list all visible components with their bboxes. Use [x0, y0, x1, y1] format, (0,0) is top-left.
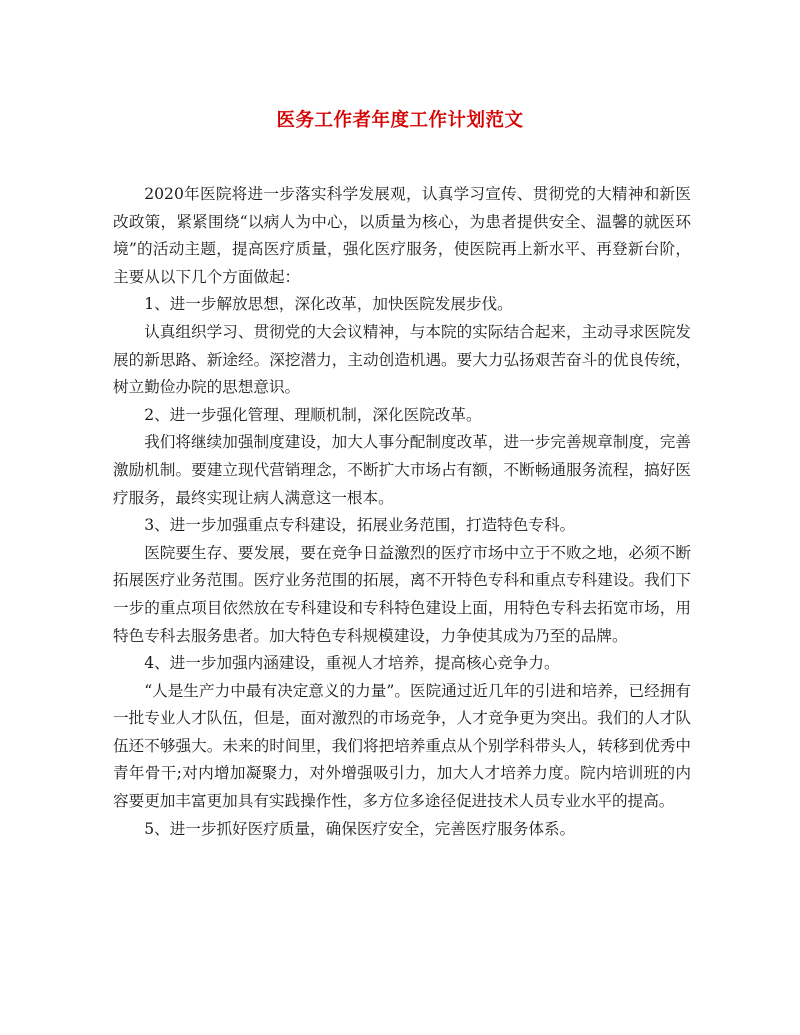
paragraph-section-3: 医院要生存、要发展，要在竞争日益激烈的医疗市场中立于不败之地，必须不断拓展医疗业务范围。医疗业务范围的拓展，离不开特色专科和重点专科建设。我们下一步的重点项目依然放在专科建设和专科特色建设上面，用特色专科去拓宽市场，用特色专科去服务患者。加大特色专科规模建设，力争使其成为乃至的品牌。 — [113, 543, 691, 645]
section-heading-4: 4、进一步加强内涵建设，重视人才培养，提高核心竞争力。 — [144, 654, 560, 673]
section-heading-2: 2、进一步强化管理、理顺机制，深化医院改革。 — [144, 405, 482, 424]
paragraph-section-1: 认真组织学习、贯彻党的大会议精神，与本院的实际结合起来，主动寻求医院发展的新思路、新途经。深挖潜力，主动创造机遇。要大力弘扬艰苦奋斗的优良传统，树立勤俭办院的思想意识。 — [113, 322, 691, 397]
section-heading-3: 3、进一步加强重点专科建设，拓展业务范围，打造特色专科。 — [144, 516, 576, 535]
document-body — [113, 181, 691, 843]
paragraph-section-4: “人是生产力中最有决定意义的力量”。医院通过近几年的引进和培养，已经拥有一批专业人才队伍，但是，面对激烈的市场竞争，人才竞争更为突出。我们的人才队伍还不够强大。未来的时间里，我们将把培养重点从个别学科带头人，转移到优秀中青年骨干;对内增加凝聚力，对外增强吸引力，加大人才培养力度。院内培训班的内容要更加丰富更加具有实践操作性，多方位多途径促进技术人员专业水平的提高。 — [113, 681, 691, 811]
section-heading-5: 5、进一步抓好医疗质量，确保医疗安全，完善医疗服务体系。 — [144, 819, 576, 838]
paragraph-section-2: 我们将继续加强制度建设，加大人事分配制度改革，进一步完善规章制度，完善激励机制。要建立现代营销理念，不断扩大市场占有额，不断畅通服务流程，搞好医疗服务，最终实现让病人满意这一根本。 — [113, 433, 691, 507]
document-title: 医务工作者年度工作计划范文 — [276, 110, 524, 131]
paragraph-intro: 2020年医院将进一步落实科学发展观，认真学习宣传、贯彻党的大精神和新医改政策，紧紧围绕“以病人为中心，以质量为核心，为患者提供安全、温馨的就医环境”的活动主题，提高医疗质量，强化医疗服务，使医院再上新水平、再登新台阶，主要从以下几个方面做起： — [113, 185, 691, 286]
section-heading-1: 1、进一步解放思想，深化改革，加快医院发展步伐。 — [144, 295, 513, 314]
